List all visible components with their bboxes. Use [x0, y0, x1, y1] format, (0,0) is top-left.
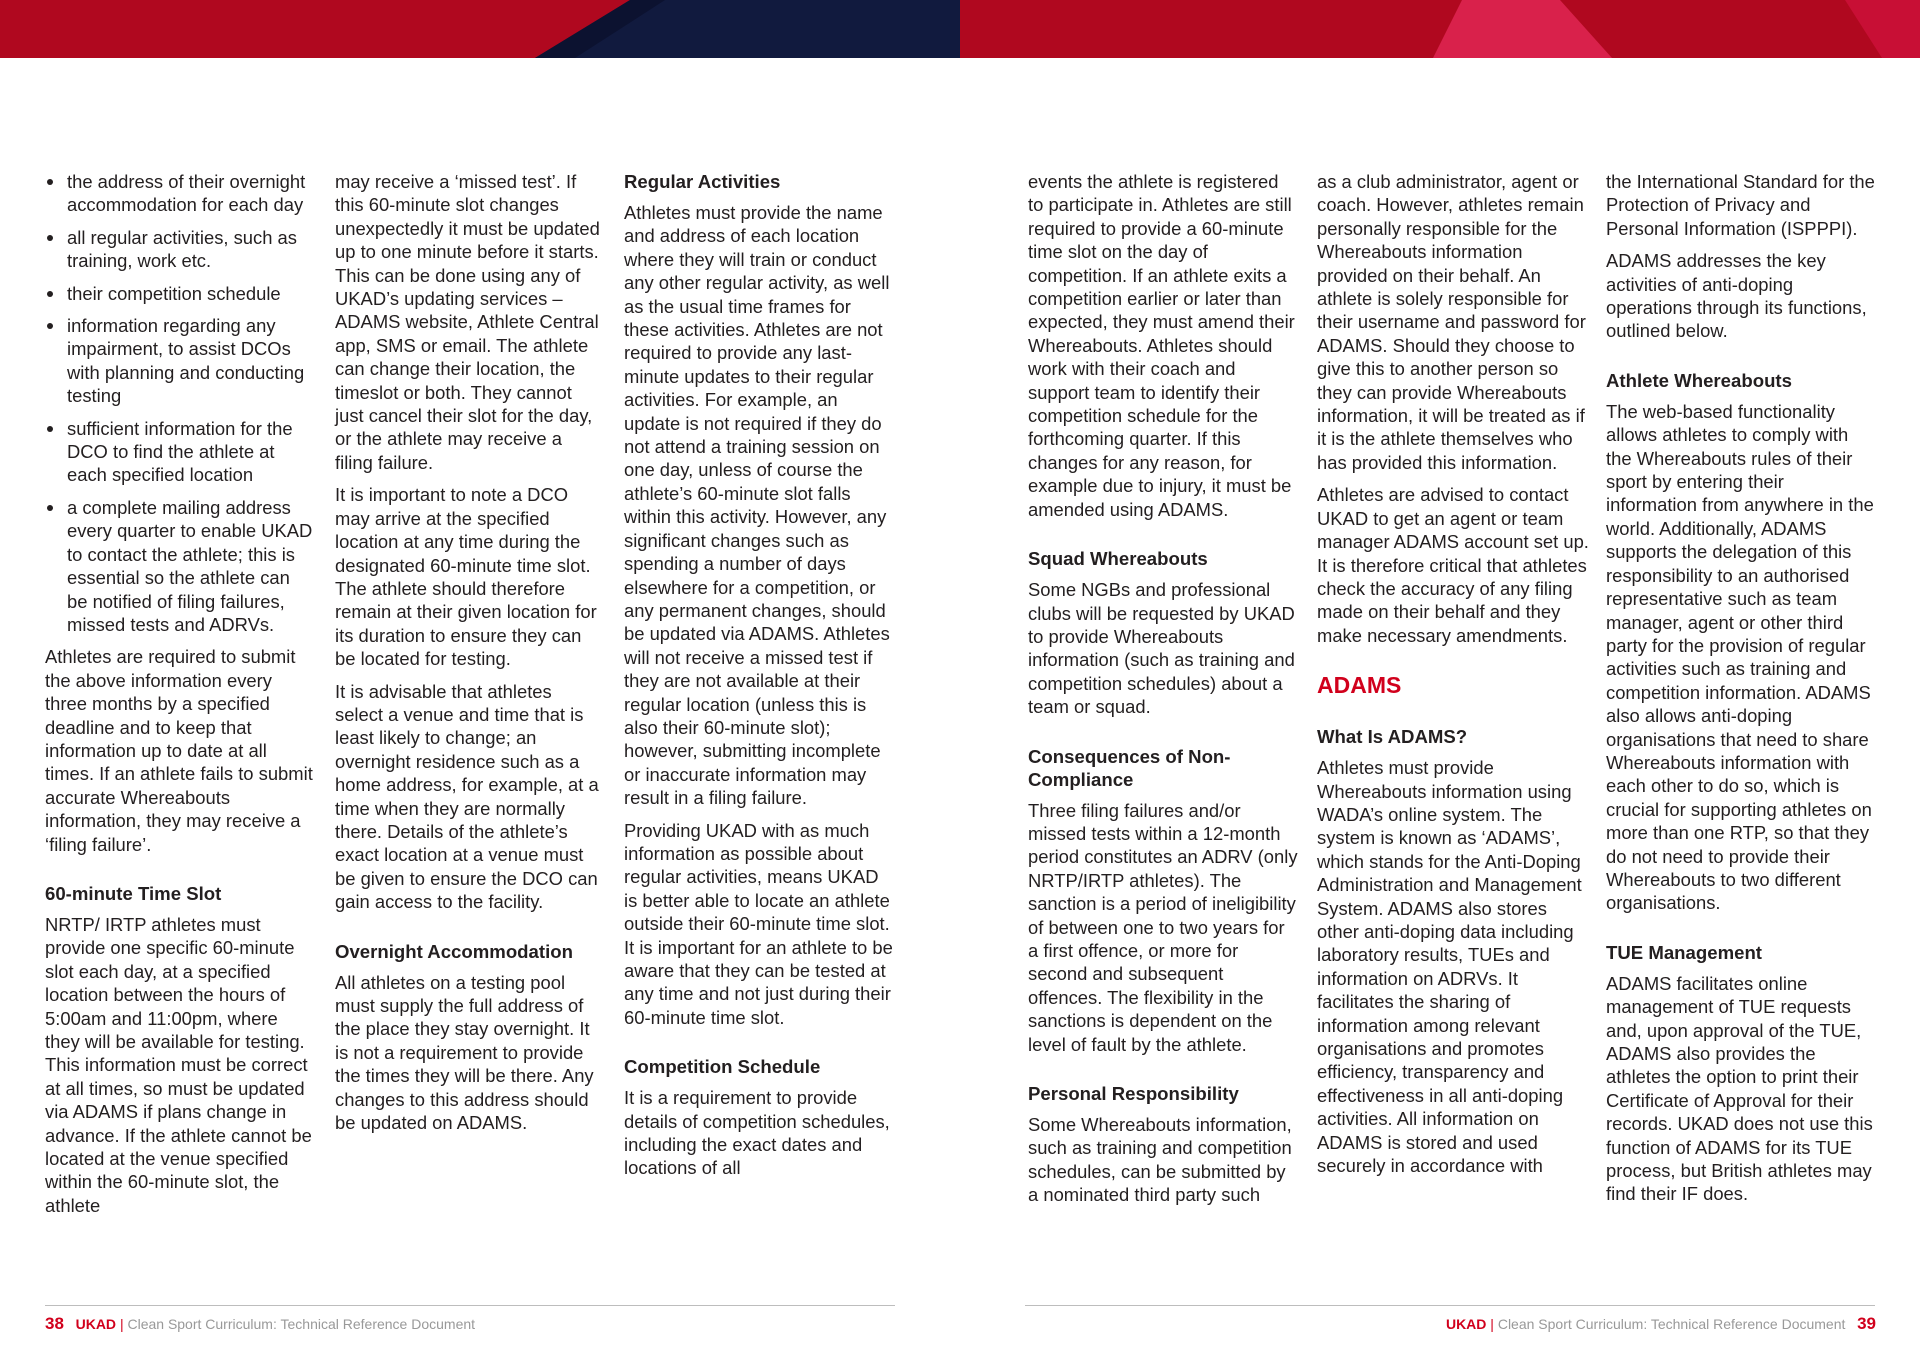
section-heading: 60-minute Time Slot	[45, 882, 222, 904]
paragraph: It is important to note a DCO may arrive at the specified location at any time during the designated 60-minute time slot. The athlete should therefore remain at their given location for its duration to ensure they can be located for testing.	[335, 484, 597, 670]
paragraph: Athletes must provide Whereabouts information using WADA’s online system. The system is known as ‘ADAMS’, which stands for the Anti-Doping Administration and Management System. ADAMS also stores other anti-doping data including laboratory results, TUEs and information on ADRVs. It facilitates the sharing of information among relevant organisations and promotes efficiency, transparency and effectiveness in all anti-doping activities. All information on ADAMS is stored and used securely in accordance with	[1317, 757, 1582, 1177]
footer-right	[1446, 1314, 1876, 1334]
column-3	[624, 170, 894, 1189]
list-item: sufficient information for the DCO to find the athlete at each specified location	[45, 417, 315, 487]
list-item: the address of their overnight accommodation for each day	[45, 170, 315, 217]
footer-doc-title: Clean Sport Curriculum: Technical Reference Document	[127, 1316, 476, 1332]
footer-rule-right	[1025, 1305, 1875, 1306]
paragraph: The web-based functionality allows athletes to comply with the Whereabouts rules of their sport by entering their information from anywhere in the world. Additionally, ADAMS supports the delegation of this responsibility to an authorised representative such as team manager, agent or other third party for the provision of regular activities such as training and competition information. ADAMS also allows anti-doping organisations that need to share Whereabouts information with each other to do so, which is crucial for supporting athletes on more than one RTP, so that they do not need to provide their Whereabouts to two different organisations.	[1606, 400, 1874, 914]
paragraph: ADAMS facilitates online management of TUE requests and, upon approval of the TUE, ADAMS also provides the athletes the option to print their Certificate of Approval for their records. UKAD does not use this function of ADAMS for its TUE process, but British athletes may find their IF does.	[1606, 972, 1873, 1205]
paragraph: Some NGBs and professional clubs will be requested by UKAD to provide Whereabouts information (such as training and competition schedules) about a team or squad.	[1028, 579, 1295, 718]
paragraph: NRTP/ IRTP athletes must provide one specific 60-minute slot each day, at a specified location between the hours of 5:00am and 11:00pm, where they will be available for testing. This information must be correct at all times, so must be updated via ADAMS if plans change in advance. If the athlete cannot be located at the venue specified within the 60-minute slot, the athlete	[45, 913, 312, 1216]
paragraph: the International Standard for the Protection of Privacy and Personal Information (ISPPPI).	[1606, 171, 1875, 239]
paragraph: ADAMS addresses the key activities of anti-doping operations through its functions, outlined below.	[1606, 250, 1867, 342]
column-5	[1317, 170, 1589, 1186]
paragraph: It is advisable that athletes select a venue and time that is least likely to change; an overnight residence such as a home address, for example, at a time when they are normally there. Details of the athlete’s exact location at a venue must be given to ensure the DCO can gain access to the facility.	[335, 680, 599, 913]
adams-section-title: ADAMS	[1317, 672, 1402, 699]
section-heading: TUE Management	[1606, 941, 1763, 963]
list-item: a complete mailing address every quarter to enable UKAD to contact the athlete; this is essential so the athlete can be notified of filing failures, missed tests and ADRVs.	[45, 496, 315, 636]
section-heading: Overnight Accommodation	[335, 940, 573, 962]
page-number: 38	[45, 1314, 64, 1333]
section-heading: Competition Schedule	[624, 1056, 821, 1078]
footer-separator: |	[1490, 1316, 1494, 1332]
column-6	[1606, 170, 1878, 1215]
section-heading: What Is ADAMS?	[1317, 726, 1468, 748]
paragraph: Athletes are advised to contact UKAD to get an agent or team manager ADAMS account set up. It is therefore critical that athletes check the accuracy of any filing made on their behalf and they make necessary amendments.	[1317, 484, 1589, 646]
paragraph: may receive a ‘missed test’. If this 60-minute slot changes unexpectedly it must be updated up to one minute before it starts. This can be done using any of UKAD’s updating services – ADAMS website, Athlete Central app, SMS or email. The athlete can change their location, the timeslot or both. They cannot just cancel their slot for the day, or the athlete may receive a filing failure.	[335, 171, 600, 473]
paragraph: It is a requirement to provide details of competition schedules, including the exact dates and locations of all	[624, 1087, 890, 1179]
paragraph: events the athlete is registered to participate in. Athletes are still required to provide a 60-minute time slot on the day of competition. If an athlete exits a competition earlier or later than expected, they must amend their Whereabouts. Athletes should work with their coach and support team to identify their competition schedule for the forthcoming quarter. If this changes for any reason, for example due to injury, it must be amended using ADAMS.	[1028, 171, 1295, 520]
list-item: all regular activities, such as training, work etc.	[45, 226, 315, 273]
footer-doc-title: Clean Sport Curriculum: Technical Reference Document	[1497, 1316, 1846, 1332]
footer-separator: |	[119, 1316, 124, 1332]
section-heading: Squad Whereabouts	[1028, 548, 1208, 570]
top-color-band	[0, 0, 1920, 58]
column-1	[45, 170, 315, 1226]
paragraph: Providing UKAD with as much information as possible about regular activities, means UKAD is better able to locate an athlete outside their 60-minute time slot. It is important for an athlete to be aware that they can be tested at any time and not just during their 60-minute time slot.	[624, 819, 893, 1028]
section-heading: Consequences of Non-Compliance	[1028, 745, 1231, 790]
paragraph: Three filing failures and/or missed tests within a 12-month period constitutes an ADRV (only NRTP/IRTP athletes). The sanction is a period of ineligibility of between one to two years for a first offence, or more for second and subsequent offences. The flexibility in the sanctions is dependent on the level of fault by the athlete.	[1028, 799, 1298, 1055]
page-number: 39	[1857, 1314, 1876, 1333]
column-2	[335, 170, 600, 1143]
footer-left	[45, 1314, 475, 1334]
section-heading: Regular Activities	[624, 171, 781, 192]
paragraph: Athletes are required to submit the above information every three months by a specified deadline and to keep that information up to date at all times. If an athlete fails to submit accurate Whereabouts information, they may receive a ‘filing failure’.	[45, 646, 313, 855]
paragraph: Some Whereabouts information, such as training and competition schedules, can be submitted by a nominated third party such	[1028, 1114, 1292, 1206]
footer-brand: UKAD	[1445, 1316, 1487, 1332]
column-4	[1028, 170, 1298, 1216]
footer-rule-left	[45, 1305, 895, 1306]
paragraph: as a club administrator, agent or coach. However, athletes remain personally responsible for the Whereabouts information provided on their behalf. An athlete is solely responsible for their username and password for ADAMS. Should they choose to give this to another person so they can provide Whereabouts information, it will be treated as if it is the athlete themselves who has provided this information.	[1317, 171, 1586, 473]
section-heading: Personal Responsibility	[1028, 1083, 1239, 1104]
section-heading: Athlete Whereabouts	[1606, 369, 1792, 391]
list-item: their competition schedule	[45, 282, 315, 305]
paragraph: Athletes must provide the name and address of each location where they will train or conduct any other regular activity, as well as the usual time frames for these activities. Athletes are not required to provide any last-minute updates to their regular activities. For example, an update is not required if they do not attend a training session on one day, unless of course the athlete’s 60-minute slot falls within this activity. However, any significant changes such as spending a number of days elsewhere for a competition, or any permanent changes, should be updated via ADAMS. Athletes will not receive a missed test if they are not available at their regular location (unless this is also their 60-minute slot); however, submitting incomplete or inaccurate information may result in a filing failure.	[624, 202, 890, 809]
list-item: information regarding any impairment, to assist DCOs with planning and conducting testing	[45, 314, 315, 408]
footer-brand: UKAD	[75, 1316, 117, 1332]
whereabouts-requirements-list	[45, 170, 315, 636]
paragraph: All athletes on a testing pool must supply the full address of the place they stay overnight. It is not a requirement to provide the times they will be there. Any changes to this address should be updated on ADAMS.	[335, 971, 594, 1134]
